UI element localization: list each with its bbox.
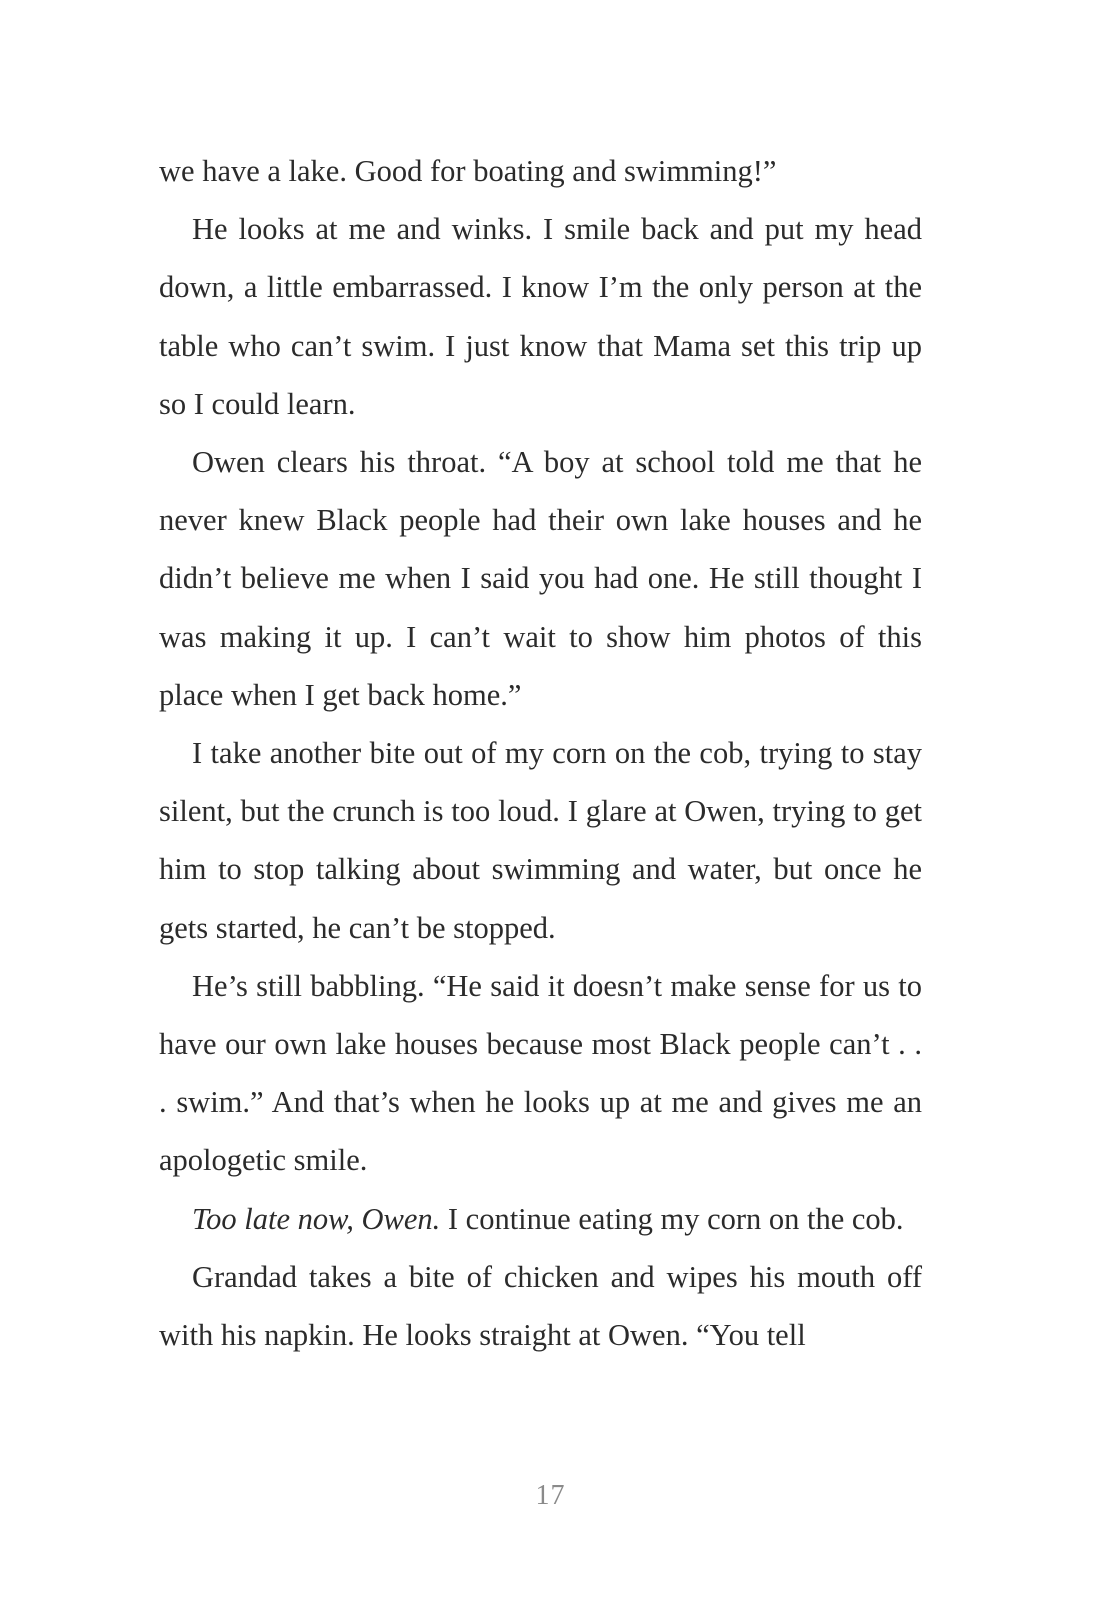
body-text bbox=[159, 142, 922, 1364]
paragraph bbox=[159, 1190, 922, 1248]
italic-thought: Too late now, Owen. bbox=[192, 1201, 441, 1236]
paragraph: He looks at me and winks. I smile back and put my head down, a little embarrassed. I know I’m the only person at the table who can’t swim. I just know that Mama set this trip up so I could learn. bbox=[159, 212, 922, 421]
page-number: 17 bbox=[535, 1480, 566, 1511]
paragraph: Grandad takes a bite of chicken and wipes his mouth off with his napkin. He looks straight at Owen. “You tell bbox=[159, 1259, 922, 1353]
paragraph: I take another bite out of my corn on the cob, trying to stay silent, but the crunch is too loud. I glare at Owen, trying to get him to stop talking about swimming and water, but once he gets started, he can’t be stopped. bbox=[159, 736, 922, 945]
paragraph: He’s still babbling. “He said it doesn’t make sense for us to have our own lake houses because most Black people can’t . . . swim.” And that’s when he looks up at me and gives me an apologetic smile. bbox=[159, 968, 922, 1178]
paragraph-continued: we have a lake. Good for boating and swimming!” bbox=[159, 154, 777, 188]
paragraph: Owen clears his throat. “A boy at school told me that he never knew Black people had their own lake houses and he didn’t believe me when I said you had one. He still thought I was making it up. I can’t wait to show him photos of this place when I get back home.” bbox=[159, 445, 922, 712]
paragraph-rest: I continue eating my corn on the cob. bbox=[440, 1201, 904, 1236]
